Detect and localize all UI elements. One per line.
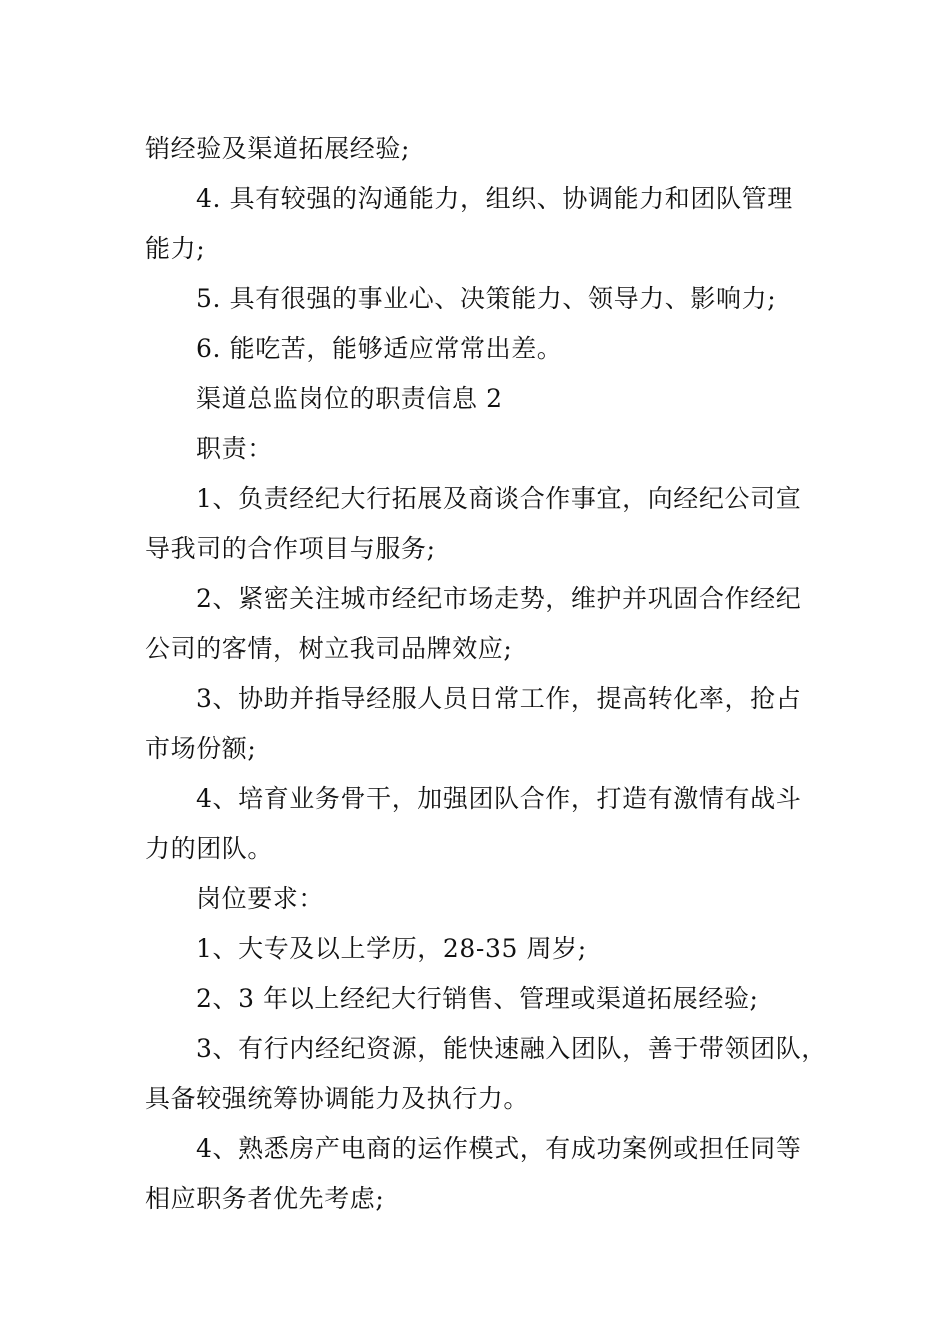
paragraph-3	[145, 324, 815, 374]
section-heading	[145, 374, 815, 424]
text-line: 1、大专及以上学历，28-35 周岁;	[196, 934, 587, 963]
paragraph-11	[145, 924, 815, 974]
text-line: 力的团队。	[145, 834, 274, 863]
text-line: 6. 能吃苦，能够适应常常出差。	[196, 334, 563, 363]
paragraph-12	[145, 974, 815, 1024]
text-line: 岗位要求：	[196, 884, 325, 913]
text-line: 职责：	[196, 434, 273, 463]
paragraph-0	[145, 124, 815, 174]
document-body	[145, 124, 827, 1224]
paragraph-8	[145, 674, 815, 774]
text-line: 4. 具有较强的沟通能力，组织、协调能力和团队管理	[196, 184, 793, 213]
text-line: 具备较强统筹协调能力及执行力。	[145, 1084, 530, 1113]
requirements-label	[145, 874, 815, 924]
paragraph-7	[145, 574, 815, 674]
text-line: 3、有行内经纪资源，能快速融入团队，善于带领团队，	[196, 1034, 827, 1063]
text-line: 渠道总监岗位的职责信息 2	[196, 384, 503, 413]
text-line: 5. 具有很强的事业心、决策能力、领导力、影响力;	[196, 284, 777, 313]
text-line: 4、培育业务骨干，加强团队合作，打造有激情有战斗	[196, 784, 802, 813]
text-line: 2、3 年以上经纪大行销售、管理或渠道拓展经验;	[196, 984, 759, 1013]
text-line: 能力;	[145, 234, 206, 263]
paragraph-6	[145, 474, 815, 574]
duties-label	[145, 424, 815, 474]
text-line: 1、负责经纪大行拓展及商谈合作事宜，向经纪公司宣	[196, 484, 802, 513]
text-line: 3、协助并指导经服人员日常工作，提高转化率，抢占	[196, 684, 802, 713]
paragraph-13	[145, 1024, 827, 1124]
paragraph-2	[145, 274, 815, 324]
text-line: 4、熟悉房产电商的运作模式，有成功案例或担任同等	[196, 1134, 802, 1163]
text-line: 相应职务者优先考虑;	[145, 1184, 385, 1213]
paragraph-1	[145, 174, 815, 274]
paragraph-9	[145, 774, 815, 874]
text-line: 公司的客情，树立我司品牌效应;	[145, 634, 513, 663]
text-line: 导我司的合作项目与服务;	[145, 534, 436, 563]
text-line: 销经验及渠道拓展经验;	[145, 134, 411, 163]
paragraph-14	[145, 1124, 815, 1224]
text-line: 市场份额;	[145, 734, 257, 763]
text-line: 2、紧密关注城市经纪市场走势，维护并巩固合作经纪	[196, 584, 802, 613]
